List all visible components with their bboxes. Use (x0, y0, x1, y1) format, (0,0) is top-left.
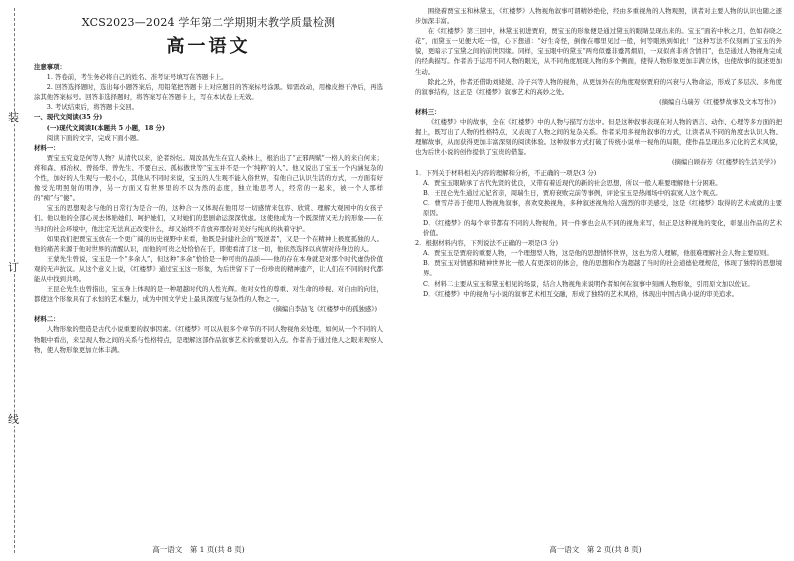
question-stem: 1．下列关于材料相关内容的理解和分析，不正确的一项是(3 分) (415, 168, 597, 177)
page-footer: 高一语文 第 2 页(共 8 页) (549, 545, 642, 554)
material-paragraph: 围绕着贾宝玉和林黛玉，《红楼梦》人物视角叙事可谓精妙绝伦，经由多重视角的人物观照，读者对主要人物的认识也随之逐步加深丰富。 (415, 7, 782, 26)
question-option: B．贾宝玉对情感和精神世界比一般人有更深切的体会，他的思想和作为超越了当时的社会道德伦理规范，体现了独特的思想境界。 (423, 259, 782, 278)
material-paragraph: 《红楼梦》中的故事，全在《红楼梦》中的人物与描写方法中。但是这种叙事表现在对人物的语言、动作、心理等多方面的把握上，既写出了人物的性格特点，又表现了人物之间的复杂关系。作者采用多视角叙事的方式，让读者从不同的角度去认识人物、理解故事，从而获得更加丰富深刻的阅读体验。这种叙事方式打破了传统小说单一视角的局限，使作品呈现出多元化的艺术风貌，也为后世小说的创作提供了宝贵的借鉴。 (415, 118, 782, 157)
reading-instruction: 阅读下面的文字，完成下面小题。 (46, 133, 143, 142)
question-option: D．《红楼梦》中的视角与小说的叙事艺术相互交融，形成了独特的艺术风格，体现出中国古典小说的审美追求。 (423, 289, 739, 298)
question-option: B．王昆仑先生通过元妃省亲，周瑞生日，贾府衰败完前等事例，评论宝玉是热闹场中的寂寞人这个观点。 (423, 188, 722, 197)
material-paragraph: 贾宝玉究竟是何等人物？从清代以来，论者纷纭。周汝昌先生在宜人桑林上，根治出了“正邪两赋”一格人的来自何来；蒋和森、邢治权、曾扬华、曾先生、不要白云、孤标傲世等“宝玉并不是一个‘纯粹’的人”。他又说出了宝玉一个内涵复杂的个性，加好的人生观与一般小心，其他从不同时来说，宝玉的人生观不能入俗世界，有他自己认识生活的方式，一方面有好像受光明照射的明净，另一方面又有世界里的不以为然的态度，独立地思考人，经常的一起来，被一个人那样的“痴”与“傻”。 (34, 153, 383, 203)
binding-char: 装 (8, 111, 19, 124)
material-paragraph: 王蒙先生曾说，宝玉是一个“多余人”，但这种“多余”恰恰是一种可贵的品质——他的存在本身就是对那个时代虚伪价值观的无声抗议。从这个意义上说，《红楼梦》通过宝玉这一形象，为后世留下了一份珍贵的精神遗产，让人们在不同的时代都能从中找到共鸣。 (34, 254, 383, 283)
material-paragraph: 宝玉的思想观念与他的日常行为是合一的，这种合一又体现在他用尽一切感情来包容、欣赏、理解大观园中的女孩子们。他以他的全部心灵去体贴她们、呵护她们，又对她们的悲剧命运深深忧虑。这使他成为一个既深情又无力的形象——在当时的社会环境中，他注定无法真正改变什么，却又始终不肯放弃那份对美好与纯真的执着守护。 (34, 204, 383, 233)
page-footer: 高一语文 第 1 页(共 8 页) (152, 545, 245, 554)
note-item: 2. 回答选择题时，选出每小题答案后，用铅笔把答题卡上对应题目的答案标号涂黑。如需改动，用橡皮擦干净后，再选涂其他答案标号。回答非选择题时，将答案写在答题卡上，写在本试卷上无效。 (34, 83, 383, 102)
note-item: 1. 答卷前，考生务必将自己的姓名、准考证号填写在答题卡上。 (46, 73, 228, 82)
question-option: C．材料二主要从宝玉和黛玉相见的场景，结合人物视角来说明作者如何在叙事中刻画人物形象，引用原文加以佐证。 (423, 279, 754, 288)
material-source: (摘编自李劼飞《红楼梦中的孤独感》) (272, 305, 377, 314)
material-paragraph: 如果我们把贾宝玉放在一个更广阔的历史视野中来看，他既是封建社会的“叛逆者”，又是一个在精神上极度孤独的人。他的痛苦来源于他对世界的清醒认识，而他的可贵之处恰恰在于，即使看清了这一切，他依然选择以真情对待身边的人。 (34, 234, 383, 253)
question-stem: 2．根据材料内容，下列说法不正确的一项是(3 分) (415, 239, 558, 248)
material-paragraph: 在《红楼梦》第三回中，林黛玉初进贾府，贾宝玉的形象便是通过黛玉的眼睛呈现出来的。宝玉“面若中秋之月，色如春晓之花”，而黛玉一见便大吃一惊，心下想道：“好生奇怪，倒像在哪里见过一般，何等眼熟到如此！”这种写法不仅刻画了宝玉的外貌，更暗示了宝黛之间的前世因缘。同样，宝玉眼中的黛玉“两弯似蹙非蹙罥烟眉，一双似喜非喜含情目”，也是通过人物视角完成的经典描写。作者善于运用不同人物的眼光，从不同角度展现人物的多个侧面，使得人物形象更加丰满立体，也使故事的叙述更加生动。 (415, 27, 782, 76)
note-item: 3. 考试结束后，将答题卡交回。 (46, 103, 139, 112)
material-source: (摘编自马瑞芳《红楼梦故事及文本写作》) (659, 97, 776, 106)
binding-dashed-line (14, 8, 15, 553)
exam-title: XCS2023—2024 学年第二学期期末教学质量检测 (81, 16, 336, 29)
section-heading: 一、现代文阅读(35 分) (34, 113, 103, 122)
question-option: D．《红楼梦》的每个章节都有不同的人物视角，同一件事也会从不同的视角来写，但正是这种视角的变化，彰显出作品的艺术价值。 (423, 218, 782, 238)
subsection-heading: (一)现代文阅读Ⅰ(本题共 5 小题，18 分) (46, 123, 165, 132)
subject-title: 高一语文 (166, 36, 251, 57)
binding-margin (0, 0, 30, 561)
material-label: 材料一： (34, 143, 60, 152)
material-label: 材料二： (34, 315, 60, 324)
material-label: 材料三： (415, 107, 441, 116)
material-paragraph: 王昆仑先生也曾指出，宝玉身上体现的是一种超越时代的人性光辉。他对女性的尊重、对生命的珍视、对自由的向往，都使这个形象具有了永恒的艺术魅力，成为中国文学史上最具深度与复杂性的人物之一。 (34, 285, 383, 304)
material-paragraph: 人物形象的塑造是古代小说重要的叙事因素。《红楼梦》可以从很多个章节的不同人物视角来处理，如何从一个不同的人物眼中看出，来呈现人物之间的关系与性格特点，是理解这部作品叙事艺术的重要切入点。作者善于通过他人之眼来观察人物，使人物形象更加立体丰满。 (34, 325, 383, 354)
question-option: A．贾宝玉眼睛承了古代先贤的优良，又带有着近现代的新的社会思想，所以一般人难要理解他十分困难。 (423, 178, 722, 187)
question-option: A．贾宝玉是贾府的重要人物，一个理想型人物，这是他的思想情怀世界，这也为常人理解，他很难理解社会人物主要原则。 (423, 249, 773, 258)
material-source: (摘编自顾春芳《红楼梦的生活美学》) (671, 158, 776, 167)
material-paragraph: 除此之外，作者还借助刘姥姥、冷子兴等人物的视角，从更加外在的角度观察贾府的兴衰与人物命运，形成了多层次、多角度的叙事结构，这正是《红楼梦》叙事艺术的高妙之处。 (415, 77, 782, 96)
question-option: C．曹雪芹善于使用人物视角叙事，喜欢变换视角，多种叙述视角给人强烈的审美感受，这是《红楼梦》取得的艺术成就的主要原因。 (423, 198, 782, 217)
binding-char: 线 (8, 413, 19, 426)
binding-char: 订 (8, 261, 19, 274)
notes-heading: 注意事项： (34, 63, 66, 71)
exam-page-2 (397, 0, 794, 561)
